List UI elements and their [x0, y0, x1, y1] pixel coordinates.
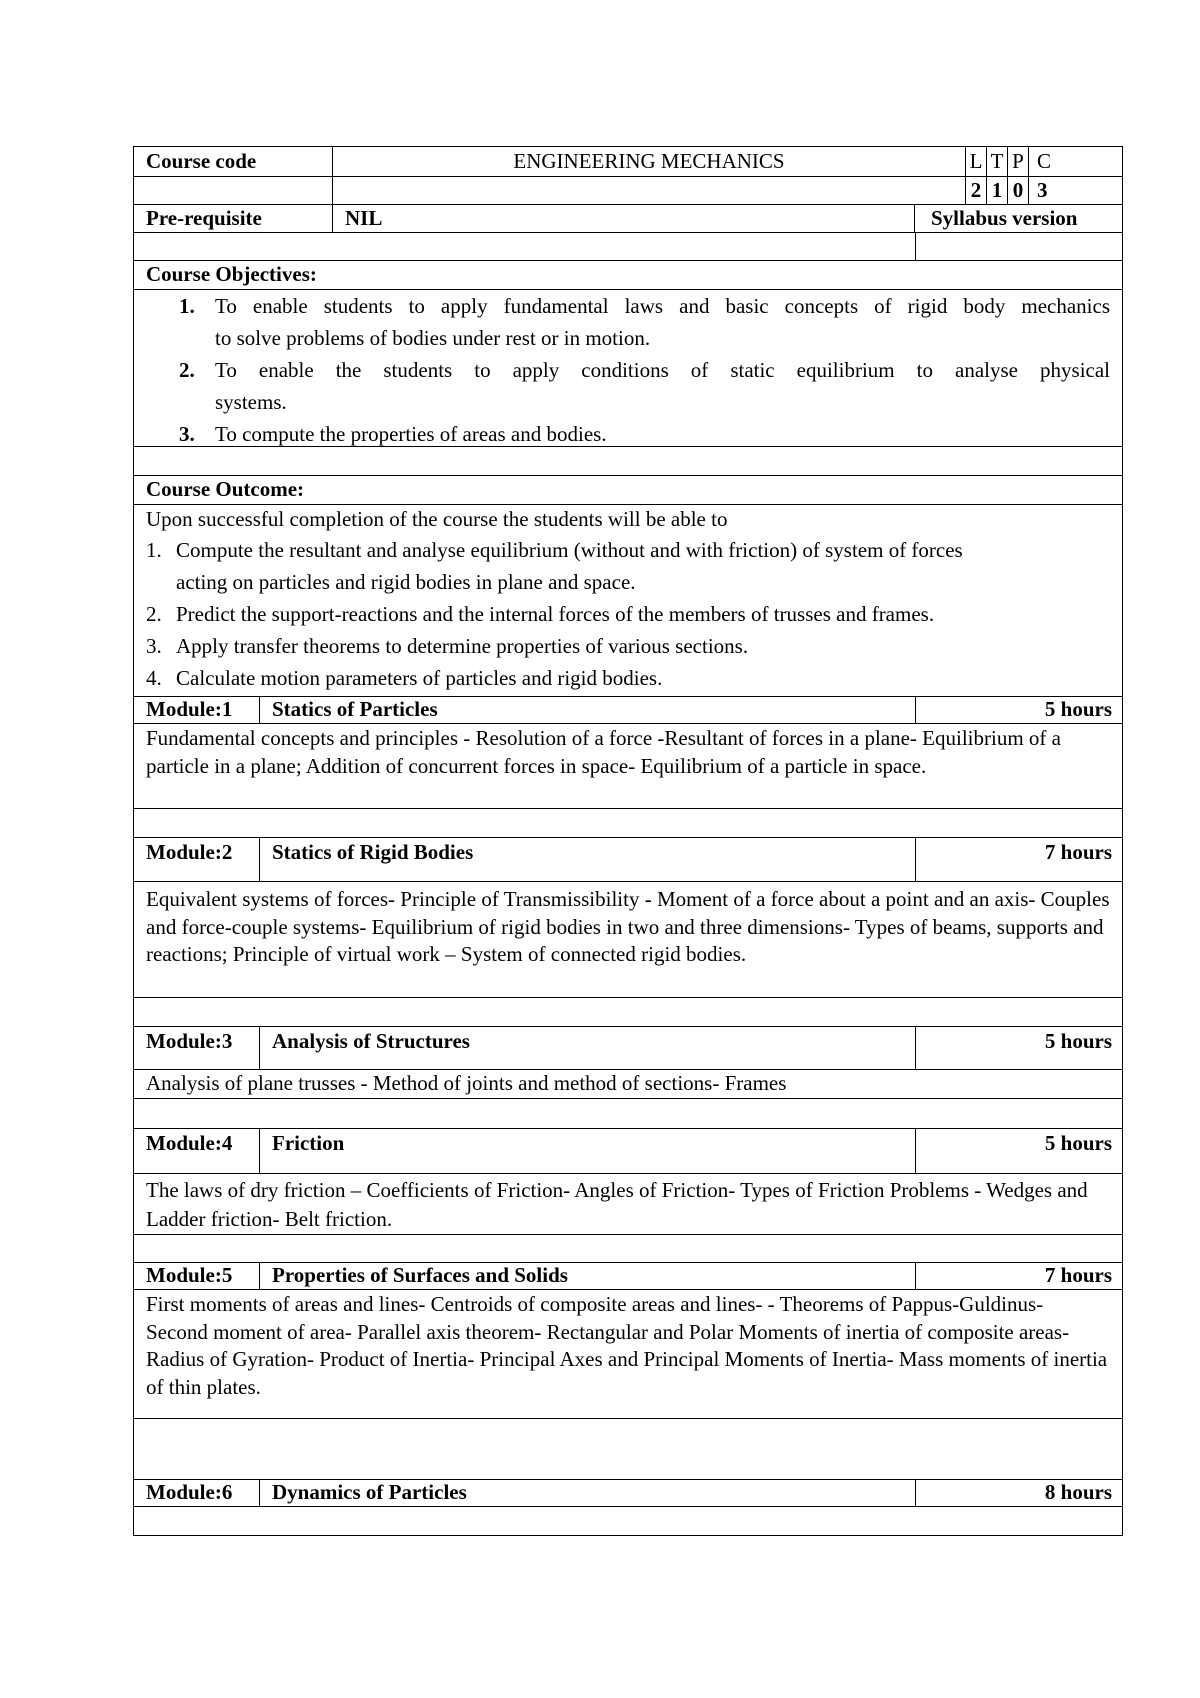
- module-4-content-cell: [133, 1173, 1123, 1235]
- empty-cell: [133, 808, 1123, 838]
- list-item: 2. To enable the students to apply conditions of static equilibrium to analyse physical: [179, 358, 1110, 382]
- outcomes-heading: Course Outcome:: [146, 477, 305, 501]
- module-1-content: Fundamental concepts and principles - Resolution of a force -Resultant of forces in a plane- Equilibrium of a particle in a plane; Addition of concurrent forces in space- Equilibrium of a particle in space.: [146, 726, 1061, 778]
- module-4-content: The laws of dry friction – Coefficients of Friction- Angles of Friction- Types of Friction Problems - Wedges and Ladder friction- Belt friction.: [146, 1178, 1088, 1231]
- module-3-label-cell: Module:3: [133, 1026, 260, 1070]
- course-code-cell: [133, 146, 333, 177]
- credit-header-p: P: [1007, 146, 1029, 177]
- prerequisite-label-cell: [133, 204, 333, 233]
- module-5-content: First moments of areas and lines- Centroids of composite areas and lines- - Theorems of Pappus-Guldinus- Second moment of area- Parallel axis theorem- Rectangular and Polar Moments of inertia of composite areas- Radius of Gyration- Product of Inertia- Principal Axes and Principal Moments of Inertia- Mass moments of inertia of thin plates.: [146, 1292, 1108, 1399]
- empty-cell: [133, 1506, 1123, 1536]
- module-3-hours-cell: 5 hours: [915, 1026, 1123, 1070]
- objectives-list: [179, 290, 1110, 450]
- module-6-title-cell: Dynamics of Particles: [259, 1479, 916, 1507]
- list-item-continuation: systems.: [215, 390, 287, 414]
- module-6-hours-cell: 8 hours: [915, 1479, 1123, 1507]
- prerequisite-value-cell: [332, 204, 915, 233]
- module-4-hours-cell: 5 hours: [915, 1128, 1123, 1174]
- credit-header-c: C: [1028, 146, 1123, 177]
- syllabus-table: [133, 146, 1123, 1556]
- module-2-label-cell: Module:2: [133, 837, 260, 882]
- credit-value-l: 2: [965, 176, 987, 205]
- module-5-hours-cell: 7 hours: [915, 1262, 1123, 1290]
- list-item: 2. Predict the support-reactions and the internal forces of the members of trusses and frames.: [146, 602, 935, 626]
- empty-cell: [915, 232, 1123, 261]
- credit-header-l: L: [965, 146, 987, 177]
- module-2-content-cell: [133, 881, 1123, 998]
- module-2-content: Equivalent systems of forces- Principle of Transmissibility - Moment of a force about a point and an axis- Couples and force-couple systems- Equilibrium of rigid bodies in two and three dimensions- Types of beams, supports and reactions; Principle of virtual work – System of connected rigid bodies.: [146, 887, 1110, 966]
- empty-cell: [133, 176, 333, 205]
- module-1-content-cell: [133, 723, 1123, 809]
- course-title-cell: [332, 146, 966, 177]
- course-title: ENGINEERING MECHANICS: [513, 149, 785, 173]
- course-code-label: Course code: [146, 149, 257, 173]
- credit-value-c: 3: [1028, 176, 1123, 205]
- empty-cell: [133, 446, 1123, 476]
- outcomes-intro: Upon successful completion of the course the students will be able to: [146, 507, 728, 531]
- module-1-hours-cell: 5 hours: [915, 696, 1123, 724]
- list-item: 1. Compute the resultant and analyse equilibrium (without and with friction) of system of forces: [146, 538, 963, 562]
- empty-cell: [133, 1418, 1123, 1480]
- objectives-heading: Course Objectives:: [146, 262, 317, 286]
- credit-header-t: T: [986, 146, 1008, 177]
- module-2-hours-cell: 7 hours: [915, 837, 1123, 882]
- module-5-content-cell: [133, 1289, 1123, 1419]
- list-item-continuation: to solve problems of bodies under rest or in motion.: [215, 326, 651, 350]
- credit-value-t: 1: [986, 176, 1008, 205]
- empty-cell: [133, 1098, 1123, 1129]
- prerequisite-label: Pre-requisite: [146, 206, 262, 230]
- list-item-continuation: acting on particles and rigid bodies in plane and space.: [176, 570, 636, 594]
- module-1-title-cell: Statics of Particles: [259, 696, 916, 724]
- outcomes-heading-cell: [133, 475, 1123, 505]
- module-2-title-cell: Statics of Rigid Bodies: [259, 837, 916, 882]
- empty-cell: [332, 176, 966, 205]
- module-5-label-cell: Module:5: [133, 1262, 260, 1290]
- module-4-title-cell: Friction: [259, 1128, 916, 1174]
- empty-cell: [133, 997, 1123, 1027]
- module-4-label-cell: Module:4: [133, 1128, 260, 1174]
- objectives-cell: [133, 289, 1123, 447]
- module-6-label-cell: Module:6: [133, 1479, 260, 1507]
- module-3-title-cell: Analysis of Structures: [259, 1026, 916, 1070]
- list-item: 1. To enable students to apply fundamental laws and basic concepts of rigid body mechanics: [179, 294, 1110, 318]
- module-3-content: Analysis of plane trusses - Method of joints and method of sections- Frames: [146, 1071, 787, 1095]
- module-1-label-cell: Module:1: [133, 696, 260, 724]
- syllabus-version-label: Syllabus version: [931, 206, 1078, 230]
- outcomes-cell: [133, 504, 1123, 697]
- empty-cell: [133, 232, 916, 261]
- prerequisite-value: NIL: [345, 206, 383, 230]
- list-item: 3. Apply transfer theorems to determine properties of various sections.: [146, 634, 749, 658]
- module-5-title-cell: Properties of Surfaces and Solids: [259, 1262, 916, 1290]
- syllabus-version-cell: [914, 204, 1123, 233]
- outcomes-list: [146, 534, 1110, 694]
- objectives-heading-cell: [133, 260, 1123, 290]
- empty-cell: [133, 1234, 1123, 1263]
- list-item: 3. To compute the properties of areas and bodies.: [179, 422, 607, 446]
- credit-value-p: 0: [1007, 176, 1029, 205]
- module-3-content-cell: [133, 1069, 1123, 1099]
- list-item: 4. Calculate motion parameters of particles and rigid bodies.: [146, 666, 663, 690]
